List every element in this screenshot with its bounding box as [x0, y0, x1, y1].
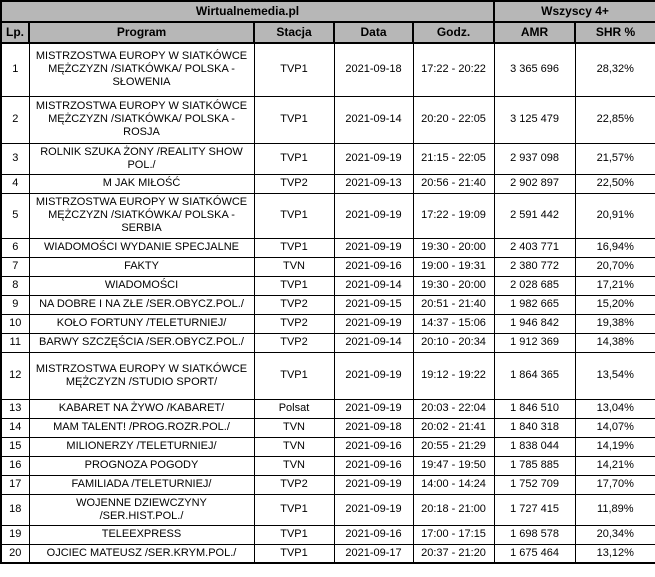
cell-data: 2021-09-19 [334, 494, 413, 525]
cell-data: 2021-09-18 [334, 43, 413, 96]
cell-stacja: TVP1 [254, 193, 334, 238]
cell-stacja: TVP2 [254, 295, 334, 314]
cell-shr: 14,21% [575, 456, 655, 475]
cell-program: TELEEXPRESS [29, 525, 254, 544]
cell-amr: 1 727 415 [494, 494, 575, 525]
cell-shr: 13,54% [575, 352, 655, 399]
cell-godz: 21:15 - 22:05 [413, 143, 494, 174]
table-row [1, 475, 655, 494]
table-row [1, 193, 655, 238]
cell-program: KOŁO FORTUNY /TELETURNIEJ/ [29, 314, 254, 333]
cell-program: MISTRZOSTWA EUROPY W SIATKÓWCE MĘŻCZYZN /SIATKÓWKA/ POLSKA - SŁOWENIA [29, 43, 254, 96]
cell-lp: 14 [1, 418, 29, 437]
cell-amr: 3 125 479 [494, 96, 575, 143]
column-header-program: Program [29, 22, 254, 43]
source-title: Wirtualnemedia.pl [1, 1, 494, 22]
cell-program: MILIONERZY /TELETURNIEJ/ [29, 437, 254, 456]
cell-stacja: TVN [254, 257, 334, 276]
cell-data: 2021-09-19 [334, 314, 413, 333]
cell-shr: 15,20% [575, 295, 655, 314]
cell-data: 2021-09-16 [334, 437, 413, 456]
cell-amr: 1 982 665 [494, 295, 575, 314]
cell-godz: 19:30 - 20:00 [413, 276, 494, 295]
cell-program: WOJENNE DZIEWCZYNY /SER.HIST.POL./ [29, 494, 254, 525]
cell-program: M JAK MIŁOŚĆ [29, 174, 254, 193]
cell-amr: 2 937 098 [494, 143, 575, 174]
cell-lp: 4 [1, 174, 29, 193]
cell-program: MISTRZOSTWA EUROPY W SIATKÓWCE MĘŻCZYZN /SIATKÓWKA/ POLSKA - ROSJA [29, 96, 254, 143]
cell-amr: 1 838 044 [494, 437, 575, 456]
cell-lp: 9 [1, 295, 29, 314]
table-row [1, 238, 655, 257]
cell-shr: 16,94% [575, 238, 655, 257]
column-header-shr: SHR % [575, 22, 655, 43]
cell-program: PROGNOZA POGODY [29, 456, 254, 475]
cell-lp: 7 [1, 257, 29, 276]
cell-amr: 3 365 696 [494, 43, 575, 96]
cell-godz: 17:00 - 17:15 [413, 525, 494, 544]
cell-data: 2021-09-19 [334, 475, 413, 494]
column-header-data: Data [334, 22, 413, 43]
table-row [1, 333, 655, 352]
cell-lp: 16 [1, 456, 29, 475]
table-row [1, 314, 655, 333]
cell-program: MISTRZOSTWA EUROPY W SIATKÓWCE MĘŻCZYZN /STUDIO SPORT/ [29, 352, 254, 399]
cell-data: 2021-09-19 [334, 193, 413, 238]
cell-lp: 19 [1, 525, 29, 544]
cell-lp: 13 [1, 399, 29, 418]
cell-lp: 20 [1, 544, 29, 563]
table-row [1, 399, 655, 418]
cell-amr: 2 591 442 [494, 193, 575, 238]
cell-data: 2021-09-19 [334, 143, 413, 174]
table-body [1, 43, 655, 563]
cell-shr: 28,32% [575, 43, 655, 96]
cell-godz: 19:30 - 20:00 [413, 238, 494, 257]
cell-amr: 1 912 369 [494, 333, 575, 352]
cell-program: BARWY SZCZĘŚCIA /SER.OBYCZ.POL./ [29, 333, 254, 352]
cell-shr: 22,50% [575, 174, 655, 193]
cell-amr: 1 752 709 [494, 475, 575, 494]
cell-data: 2021-09-14 [334, 276, 413, 295]
cell-lp: 1 [1, 43, 29, 96]
table-row [1, 257, 655, 276]
cell-amr: 1 840 318 [494, 418, 575, 437]
cell-amr: 2 403 771 [494, 238, 575, 257]
cell-lp: 15 [1, 437, 29, 456]
cell-shr: 14,19% [575, 437, 655, 456]
table-row [1, 43, 655, 96]
cell-shr: 17,21% [575, 276, 655, 295]
cell-shr: 14,38% [575, 333, 655, 352]
cell-amr: 2 028 685 [494, 276, 575, 295]
cell-godz: 20:18 - 21:00 [413, 494, 494, 525]
cell-godz: 14:00 - 14:24 [413, 475, 494, 494]
cell-amr: 2 902 897 [494, 174, 575, 193]
cell-stacja: TVP1 [254, 43, 334, 96]
cell-lp: 6 [1, 238, 29, 257]
cell-stacja: TVP1 [254, 352, 334, 399]
cell-shr: 20,91% [575, 193, 655, 238]
cell-amr: 1 864 365 [494, 352, 575, 399]
cell-lp: 5 [1, 193, 29, 238]
cell-data: 2021-09-16 [334, 257, 413, 276]
cell-lp: 12 [1, 352, 29, 399]
cell-godz: 19:12 - 19:22 [413, 352, 494, 399]
table-row [1, 494, 655, 525]
cell-lp: 17 [1, 475, 29, 494]
cell-shr: 22,85% [575, 96, 655, 143]
cell-godz: 20:51 - 21:40 [413, 295, 494, 314]
cell-amr: 1 846 510 [494, 399, 575, 418]
table-row [1, 456, 655, 475]
cell-stacja: TVP1 [254, 494, 334, 525]
column-header-stacja: Stacja [254, 22, 334, 43]
cell-data: 2021-09-18 [334, 418, 413, 437]
cell-stacja: TVP2 [254, 333, 334, 352]
cell-stacja: TVP1 [254, 544, 334, 563]
cell-godz: 17:22 - 19:09 [413, 193, 494, 238]
cell-godz: 20:02 - 21:41 [413, 418, 494, 437]
cell-program: WIADOMOŚCI [29, 276, 254, 295]
cell-stacja: TVP1 [254, 238, 334, 257]
cell-shr: 20,70% [575, 257, 655, 276]
cell-stacja: TVP2 [254, 314, 334, 333]
table-row [1, 525, 655, 544]
cell-lp: 8 [1, 276, 29, 295]
cell-shr: 13,12% [575, 544, 655, 563]
cell-lp: 3 [1, 143, 29, 174]
table-row [1, 96, 655, 143]
cell-godz: 20:56 - 21:40 [413, 174, 494, 193]
cell-godz: 20:03 - 22:04 [413, 399, 494, 418]
audience-group-header: Wszyscy 4+ [494, 1, 655, 22]
column-header-godz: Godz. [413, 22, 494, 43]
cell-program: MAM TALENT! /PROG.ROZR.POL./ [29, 418, 254, 437]
cell-stacja: TVN [254, 456, 334, 475]
cell-lp: 10 [1, 314, 29, 333]
cell-shr: 17,70% [575, 475, 655, 494]
table-row [1, 295, 655, 314]
title-row [1, 1, 655, 22]
cell-stacja: TVP1 [254, 143, 334, 174]
cell-data: 2021-09-19 [334, 352, 413, 399]
cell-stacja: TVP2 [254, 475, 334, 494]
cell-shr: 11,89% [575, 494, 655, 525]
table-row [1, 418, 655, 437]
cell-stacja: Polsat [254, 399, 334, 418]
table-row [1, 544, 655, 563]
cell-shr: 21,57% [575, 143, 655, 174]
cell-amr: 2 380 772 [494, 257, 575, 276]
cell-stacja: TVP1 [254, 276, 334, 295]
column-header-lp: Lp. [1, 22, 29, 43]
cell-data: 2021-09-16 [334, 525, 413, 544]
cell-godz: 17:22 - 20:22 [413, 43, 494, 96]
cell-lp: 11 [1, 333, 29, 352]
table-row [1, 437, 655, 456]
column-header-row [1, 22, 655, 43]
cell-program: WIADOMOŚCI WYDANIE SPECJALNE [29, 238, 254, 257]
cell-godz: 20:20 - 22:05 [413, 96, 494, 143]
cell-amr: 1 698 578 [494, 525, 575, 544]
cell-program: ROLNIK SZUKA ŻONY /REALITY SHOW POL./ [29, 143, 254, 174]
cell-data: 2021-09-15 [334, 295, 413, 314]
cell-shr: 20,34% [575, 525, 655, 544]
cell-data: 2021-09-19 [334, 238, 413, 257]
cell-godz: 19:47 - 19:50 [413, 456, 494, 475]
cell-data: 2021-09-16 [334, 456, 413, 475]
cell-shr: 13,04% [575, 399, 655, 418]
cell-stacja: TVP1 [254, 96, 334, 143]
column-header-amr: AMR [494, 22, 575, 43]
cell-stacja: TVP1 [254, 525, 334, 544]
cell-stacja: TVN [254, 437, 334, 456]
cell-shr: 14,07% [575, 418, 655, 437]
cell-godz: 19:00 - 19:31 [413, 257, 494, 276]
cell-stacja: TVP2 [254, 174, 334, 193]
cell-amr: 1 785 885 [494, 456, 575, 475]
cell-godz: 20:10 - 20:34 [413, 333, 494, 352]
cell-program: NA DOBRE I NA ZŁE /SER.OBYCZ.POL./ [29, 295, 254, 314]
cell-lp: 2 [1, 96, 29, 143]
cell-shr: 19,38% [575, 314, 655, 333]
cell-data: 2021-09-14 [334, 333, 413, 352]
cell-stacja: TVN [254, 418, 334, 437]
cell-program: OJCIEC MATEUSZ /SER.KRYM.POL./ [29, 544, 254, 563]
cell-program: KABARET NA ŻYWO /KABARET/ [29, 399, 254, 418]
cell-data: 2021-09-13 [334, 174, 413, 193]
cell-data: 2021-09-19 [334, 399, 413, 418]
cell-lp: 18 [1, 494, 29, 525]
cell-amr: 1 946 842 [494, 314, 575, 333]
cell-program: FAMILIADA /TELETURNIEJ/ [29, 475, 254, 494]
table-row [1, 174, 655, 193]
cell-data: 2021-09-14 [334, 96, 413, 143]
cell-program: MISTRZOSTWA EUROPY W SIATKÓWCE MĘŻCZYZN /SIATKÓWKA/ POLSKA - SERBIA [29, 193, 254, 238]
table-header [1, 1, 655, 43]
cell-godz: 20:55 - 21:29 [413, 437, 494, 456]
table-row [1, 276, 655, 295]
cell-godz: 14:37 - 15:06 [413, 314, 494, 333]
cell-amr: 1 675 464 [494, 544, 575, 563]
table-row [1, 143, 655, 174]
cell-godz: 20:37 - 21:20 [413, 544, 494, 563]
cell-data: 2021-09-17 [334, 544, 413, 563]
cell-program: FAKTY [29, 257, 254, 276]
table-row [1, 352, 655, 399]
